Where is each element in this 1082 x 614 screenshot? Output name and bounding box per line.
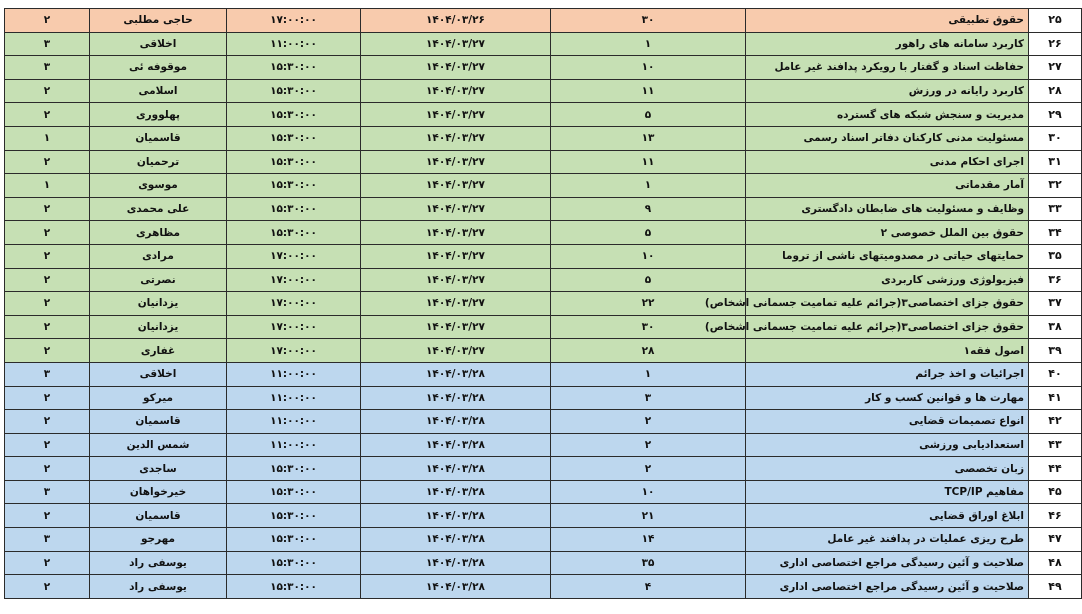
exam-date-cell[interactable]: ۱۴۰۴/۰۳/۲۸ [361,504,551,528]
exam-time-cell[interactable]: ۱۵:۳۰:۰۰ [227,174,361,198]
group-code-cell[interactable]: ۲ [551,433,746,457]
group-code-cell[interactable]: ۳ [551,386,746,410]
exam-date-cell[interactable]: ۱۴۰۴/۰۳/۲۷ [361,197,551,221]
exam-time-cell[interactable]: ۱۵:۳۰:۰۰ [227,504,361,528]
group-code-cell[interactable]: ۱ [551,362,746,386]
exam-time-cell[interactable]: ۱۷:۰۰:۰۰ [227,244,361,268]
units-cell[interactable]: ۲ [5,244,90,268]
units-cell[interactable]: ۲ [5,79,90,103]
table-row [5,79,1082,103]
instructor-cell[interactable]: یزدانیان [90,315,227,339]
exam-time-cell[interactable]: ۱۵:۳۰:۰۰ [227,197,361,221]
row-number-cell[interactable]: ۳۹ [1029,339,1082,363]
course-name-cell[interactable]: حقوق جزای اختصاصی۳(جرائم علیه تمامیت جسمانی اشخاص) [746,292,1029,316]
course-name-cell[interactable]: زبان تخصصی [746,457,1029,481]
table-row [5,9,1082,33]
table-row [5,551,1082,575]
table-row [5,32,1082,56]
group-code-cell[interactable]: ۳۵ [551,551,746,575]
course-name-cell[interactable]: اجرائیات و اخذ جرائم [746,362,1029,386]
instructor-cell[interactable]: مرادی [90,244,227,268]
units-cell[interactable]: ۳ [5,32,90,56]
course-name-cell[interactable]: کاربرد رایانه در ورزش [746,79,1029,103]
course-name-cell[interactable]: حقوق بین الملل خصوصی ۲ [746,221,1029,245]
units-cell[interactable]: ۲ [5,575,90,599]
schedule-body [5,9,1082,599]
instructor-cell[interactable]: قاسمیان [90,504,227,528]
exam-time-cell[interactable]: ۱۵:۳۰:۰۰ [227,551,361,575]
exam-time-cell[interactable]: ۱۵:۳۰:۰۰ [227,103,361,127]
instructor-cell[interactable]: پهلووری [90,103,227,127]
table-row [5,410,1082,434]
group-code-cell[interactable]: ۲۱ [551,504,746,528]
exam-time-cell[interactable]: ۱۱:۰۰:۰۰ [227,410,361,434]
exam-date-cell[interactable]: ۱۴۰۴/۰۳/۲۸ [361,386,551,410]
instructor-cell[interactable]: یوسفی راد [90,551,227,575]
units-cell[interactable]: ۲ [5,268,90,292]
exam-time-cell[interactable]: ۱۷:۰۰:۰۰ [227,268,361,292]
course-name-cell[interactable]: اجرای احکام مدنی [746,150,1029,174]
group-code-cell[interactable]: ۵ [551,268,746,292]
group-code-cell[interactable]: ۲ [551,410,746,434]
instructor-cell[interactable]: موقوفه ئی [90,56,227,80]
table-row [5,174,1082,198]
instructor-cell[interactable]: حاجی مطلبی [90,9,227,33]
instructor-cell[interactable]: اخلاقی [90,32,227,56]
course-name-cell[interactable]: مفاهیم TCP/IP [746,480,1029,504]
exam-date-cell[interactable]: ۱۴۰۴/۰۳/۲۷ [361,292,551,316]
exam-time-cell[interactable]: ۱۵:۳۰:۰۰ [227,221,361,245]
exam-schedule-table [4,8,1082,599]
exam-time-cell[interactable]: ۱۷:۰۰:۰۰ [227,292,361,316]
row-number-cell[interactable]: ۴۶ [1029,504,1082,528]
course-name-cell[interactable]: انواع تصمیمات قضایی [746,410,1029,434]
course-name-cell[interactable]: حمایتهای حیاتی در مصدومیتهای ناشی از تروما [746,244,1029,268]
course-name-cell[interactable]: استعدادیابی ورزشی [746,433,1029,457]
row-number-cell[interactable]: ۲۸ [1029,79,1082,103]
exam-time-cell[interactable]: ۱۵:۳۰:۰۰ [227,150,361,174]
units-cell[interactable]: ۳ [5,56,90,80]
exam-date-cell[interactable]: ۱۴۰۴/۰۳/۲۷ [361,32,551,56]
instructor-cell[interactable]: میرکو [90,386,227,410]
exam-date-cell[interactable]: ۱۴۰۴/۰۳/۲۷ [361,126,551,150]
group-code-cell[interactable]: ۹ [551,197,746,221]
table-row [5,504,1082,528]
row-number-cell[interactable]: ۳۱ [1029,150,1082,174]
row-number-cell[interactable]: ۳۷ [1029,292,1082,316]
exam-date-cell[interactable]: ۱۴۰۴/۰۳/۲۷ [361,174,551,198]
row-number-cell[interactable]: ۳۶ [1029,268,1082,292]
row-number-cell[interactable]: ۴۰ [1029,362,1082,386]
course-name-cell[interactable]: کاربرد سامانه های راهور [746,32,1029,56]
course-name-cell[interactable]: آمار مقدماتی [746,174,1029,198]
instructor-cell[interactable]: مهرجو [90,528,227,552]
units-cell[interactable]: ۳ [5,480,90,504]
row-number-cell[interactable]: ۲۵ [1029,9,1082,33]
instructor-cell[interactable]: نصرتی [90,268,227,292]
instructor-cell[interactable]: ساجدی [90,457,227,481]
exam-time-cell[interactable]: ۱۱:۰۰:۰۰ [227,386,361,410]
units-cell[interactable]: ۲ [5,410,90,434]
exam-date-cell[interactable]: ۱۴۰۴/۰۳/۲۷ [361,339,551,363]
course-name-cell[interactable]: حقوق جزای اختصاصی۳(جرائم علیه تمامیت جسمانی اشخاص) [746,315,1029,339]
exam-time-cell[interactable]: ۱۵:۳۰:۰۰ [227,480,361,504]
exam-date-cell[interactable]: ۱۴۰۴/۰۳/۲۸ [361,433,551,457]
instructor-cell[interactable]: موسوی [90,174,227,198]
group-code-cell[interactable]: ۱ [551,32,746,56]
row-number-cell[interactable]: ۲۹ [1029,103,1082,127]
table-row [5,197,1082,221]
instructor-cell[interactable]: قاسمیان [90,410,227,434]
row-number-cell[interactable]: ۳۰ [1029,126,1082,150]
exam-date-cell[interactable]: ۱۴۰۴/۰۳/۲۷ [361,268,551,292]
row-number-cell[interactable]: ۳۵ [1029,244,1082,268]
units-cell[interactable]: ۲ [5,315,90,339]
table-row [5,56,1082,80]
exam-date-cell[interactable]: ۱۴۰۴/۰۳/۲۸ [361,528,551,552]
table-row [5,433,1082,457]
exam-date-cell[interactable]: ۱۴۰۴/۰۳/۲۸ [361,410,551,434]
table-row [5,386,1082,410]
row-number-cell[interactable]: ۴۵ [1029,480,1082,504]
group-code-cell[interactable]: ۱۳ [551,126,746,150]
course-name-cell[interactable]: وظایف و مسئولیت های ضابطان دادگستری [746,197,1029,221]
instructor-cell[interactable]: یوسفی راد [90,575,227,599]
row-number-cell[interactable]: ۲۷ [1029,56,1082,80]
exam-time-cell[interactable]: ۱۵:۳۰:۰۰ [227,575,361,599]
table-row [5,126,1082,150]
exam-time-cell[interactable]: ۱۱:۰۰:۰۰ [227,32,361,56]
group-code-cell[interactable]: ۲۸ [551,339,746,363]
units-cell[interactable]: ۲ [5,551,90,575]
units-cell[interactable]: ۲ [5,103,90,127]
group-code-cell[interactable]: ۲۲ [551,292,746,316]
row-number-cell[interactable]: ۴۴ [1029,457,1082,481]
instructor-cell[interactable]: مظاهری [90,221,227,245]
instructor-cell[interactable]: غفاری [90,339,227,363]
group-code-cell[interactable]: ۵ [551,221,746,245]
exam-time-cell[interactable]: ۱۵:۳۰:۰۰ [227,457,361,481]
instructor-cell[interactable]: قاسمیان [90,126,227,150]
exam-time-cell[interactable]: ۱۱:۰۰:۰۰ [227,362,361,386]
exam-date-cell[interactable]: ۱۴۰۴/۰۳/۲۷ [361,79,551,103]
exam-date-cell[interactable]: ۱۴۰۴/۰۳/۲۷ [361,103,551,127]
units-cell[interactable]: ۲ [5,292,90,316]
course-name-cell[interactable]: صلاحیت و آئین رسیدگی مراجع اختصاصی اداری [746,551,1029,575]
table-row [5,315,1082,339]
course-name-cell[interactable]: فیزیولوژی ورزشی کاربردی [746,268,1029,292]
table-row [5,528,1082,552]
row-number-cell[interactable]: ۴۱ [1029,386,1082,410]
table-row [5,150,1082,174]
exam-date-cell[interactable]: ۱۴۰۴/۰۳/۲۷ [361,244,551,268]
course-name-cell[interactable]: اصول فقه۱ [746,339,1029,363]
table-row [5,244,1082,268]
course-name-cell[interactable]: مدیریت و سنجش شبکه های گسترده [746,103,1029,127]
exam-date-cell[interactable]: ۱۴۰۴/۰۳/۲۸ [361,551,551,575]
table-row [5,575,1082,599]
exam-date-cell[interactable]: ۱۴۰۴/۰۳/۲۸ [361,575,551,599]
row-number-cell[interactable]: ۴۹ [1029,575,1082,599]
exam-date-cell[interactable]: ۱۴۰۴/۰۳/۲۷ [361,56,551,80]
table-row [5,339,1082,363]
course-name-cell[interactable]: ابلاغ اوراق قضایی [746,504,1029,528]
exam-date-cell[interactable]: ۱۴۰۴/۰۳/۲۶ [361,9,551,33]
course-name-cell[interactable]: مسئولیت مدنی کارکنان دفاتر اسناد رسمی [746,126,1029,150]
table-row [5,457,1082,481]
table-row [5,480,1082,504]
units-cell[interactable]: ۲ [5,339,90,363]
units-cell[interactable]: ۲ [5,221,90,245]
row-number-cell[interactable]: ۲۶ [1029,32,1082,56]
units-cell[interactable]: ۱ [5,126,90,150]
row-number-cell[interactable]: ۴۸ [1029,551,1082,575]
row-number-cell[interactable]: ۳۳ [1029,197,1082,221]
exam-date-cell[interactable]: ۱۴۰۴/۰۳/۲۷ [361,315,551,339]
instructor-cell[interactable]: شمس الدین [90,433,227,457]
group-code-cell[interactable]: ۵ [551,103,746,127]
exam-time-cell[interactable]: ۱۵:۳۰:۰۰ [227,126,361,150]
row-number-cell[interactable]: ۳۲ [1029,174,1082,198]
course-name-cell[interactable]: حفاظت اسناد و گفتار با رویکرد پدافند غیر عامل [746,56,1029,80]
exam-time-cell[interactable]: ۱۵:۳۰:۰۰ [227,56,361,80]
group-code-cell[interactable]: ۱۱ [551,150,746,174]
group-code-cell[interactable]: ۳۰ [551,315,746,339]
units-cell[interactable]: ۲ [5,457,90,481]
units-cell[interactable]: ۳ [5,528,90,552]
group-code-cell[interactable]: ۱۴ [551,528,746,552]
table-row [5,268,1082,292]
exam-time-cell[interactable]: ۱۷:۰۰:۰۰ [227,315,361,339]
course-name-cell[interactable]: مهارت ها و قوانین کسب و کار [746,386,1029,410]
course-name-cell[interactable]: حقوق تطبیقی [746,9,1029,33]
instructor-cell[interactable]: علی محمدی [90,197,227,221]
units-cell[interactable]: ۲ [5,9,90,33]
row-number-cell[interactable]: ۴۲ [1029,410,1082,434]
group-code-cell[interactable]: ۱۰ [551,244,746,268]
row-number-cell[interactable]: ۴۷ [1029,528,1082,552]
exam-date-cell[interactable]: ۱۴۰۴/۰۳/۲۸ [361,362,551,386]
instructor-cell[interactable]: اخلاقی [90,362,227,386]
exam-date-cell[interactable]: ۱۴۰۴/۰۳/۲۸ [361,457,551,481]
table-row [5,103,1082,127]
exam-date-cell[interactable]: ۱۴۰۴/۰۳/۲۸ [361,480,551,504]
exam-date-cell[interactable]: ۱۴۰۴/۰۳/۲۷ [361,221,551,245]
table-row [5,292,1082,316]
units-cell[interactable]: ۲ [5,504,90,528]
units-cell[interactable]: ۲ [5,433,90,457]
row-number-cell[interactable]: ۴۳ [1029,433,1082,457]
group-code-cell[interactable]: ۴ [551,575,746,599]
units-cell[interactable]: ۱ [5,174,90,198]
course-name-cell[interactable]: صلاحیت و آئین رسیدگی مراجع اختصاصی اداری [746,575,1029,599]
exam-date-cell[interactable]: ۱۴۰۴/۰۳/۲۷ [361,150,551,174]
group-code-cell[interactable]: ۲ [551,457,746,481]
group-code-cell[interactable]: ۱۱ [551,79,746,103]
instructor-cell[interactable]: خیرخواهان [90,480,227,504]
row-number-cell[interactable]: ۳۸ [1029,315,1082,339]
table-row [5,221,1082,245]
exam-time-cell[interactable]: ۱۱:۰۰:۰۰ [227,433,361,457]
exam-time-cell[interactable]: ۱۵:۳۰:۰۰ [227,79,361,103]
group-code-cell[interactable]: ۱۰ [551,480,746,504]
group-code-cell[interactable]: ۱۰ [551,56,746,80]
units-cell[interactable]: ۲ [5,197,90,221]
exam-time-cell[interactable]: ۱۷:۰۰:۰۰ [227,9,361,33]
table-row [5,362,1082,386]
instructor-cell[interactable]: ترحمیان [90,150,227,174]
units-cell[interactable]: ۲ [5,386,90,410]
exam-time-cell[interactable]: ۱۷:۰۰:۰۰ [227,339,361,363]
group-code-cell[interactable]: ۳۰ [551,9,746,33]
group-code-cell[interactable]: ۱ [551,174,746,198]
row-number-cell[interactable]: ۳۴ [1029,221,1082,245]
instructor-cell[interactable]: اسلامی [90,79,227,103]
units-cell[interactable]: ۲ [5,150,90,174]
instructor-cell[interactable]: یزدانیان [90,292,227,316]
units-cell[interactable]: ۳ [5,362,90,386]
course-name-cell[interactable]: طرح ریزی عملیات در پدافند غیر عامل [746,528,1029,552]
exam-time-cell[interactable]: ۱۵:۳۰:۰۰ [227,528,361,552]
